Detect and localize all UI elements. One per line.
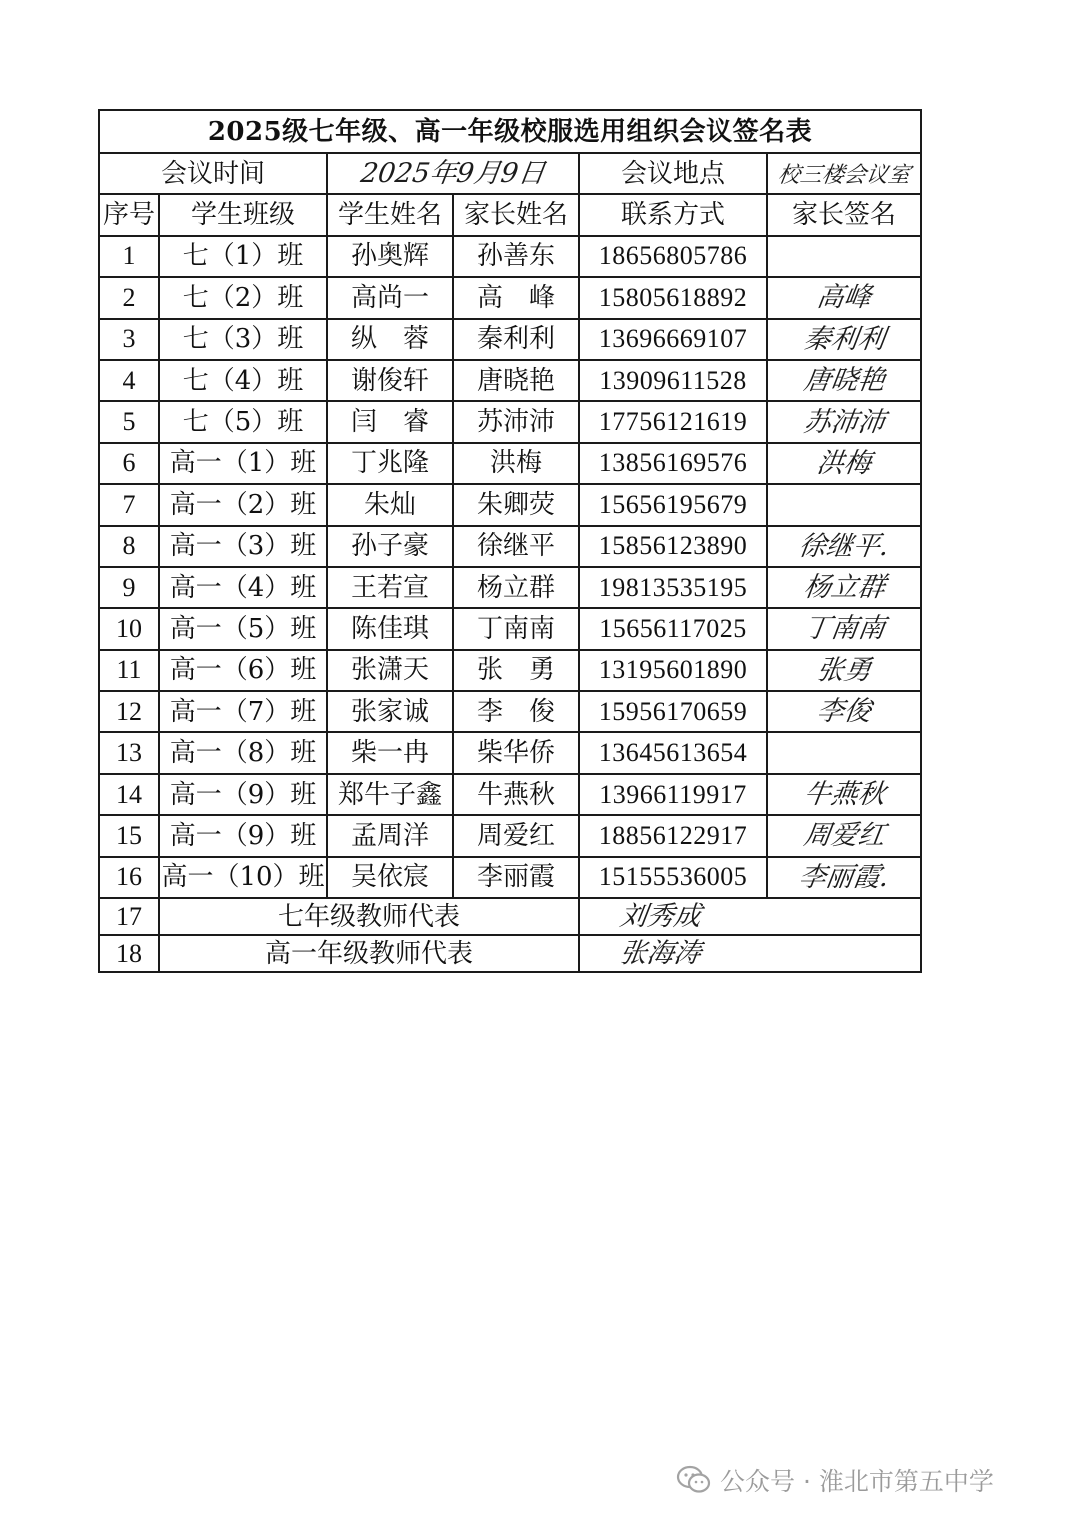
meeting-place-value: 校三楼会议室 [767, 153, 921, 194]
student-class: 高一（2）班 [159, 484, 327, 525]
signature-handwriting: 唐晓艳 [801, 365, 887, 397]
parent-signature [767, 691, 921, 732]
parent-signature [767, 401, 921, 442]
signature-handwriting: 牛燕秋 [801, 779, 887, 811]
parent-signature [767, 650, 921, 691]
row-number: 7 [99, 484, 159, 525]
signature-handwriting: 杨立群 [801, 572, 887, 604]
contact-phone: 13696669107 [579, 319, 767, 360]
student-class: 高一（8）班 [159, 732, 327, 773]
row-number: 17 [99, 898, 159, 935]
student-name: 孙子豪 [327, 526, 453, 567]
student-name: 孟周洋 [327, 815, 453, 856]
student-class: 高一（6）班 [159, 650, 327, 691]
teacher-row [99, 935, 921, 972]
signature-handwriting: 张海涛 [617, 938, 704, 970]
table-row [99, 732, 921, 773]
parent-signature [767, 360, 921, 401]
row-number: 10 [99, 608, 159, 649]
parent-name: 孙善东 [453, 236, 579, 277]
student-name: 郑牛子鑫 [327, 774, 453, 815]
row-number: 9 [99, 567, 159, 608]
parent-name: 秦利利 [453, 319, 579, 360]
parent-signature [767, 774, 921, 815]
student-name: 孙奥辉 [327, 236, 453, 277]
signature-handwriting: 苏沛沛 [801, 406, 887, 438]
contact-phone: 19813535195 [579, 567, 767, 608]
student-class: 高一（3）班 [159, 526, 327, 567]
contact-phone: 17756121619 [579, 401, 767, 442]
parent-name: 柴华侨 [453, 732, 579, 773]
parent-signature [767, 484, 921, 525]
contact-phone: 13856169576 [579, 443, 767, 484]
contact-phone: 13909611528 [579, 360, 767, 401]
parent-signature [767, 857, 921, 898]
watermark [676, 1462, 994, 1498]
row-number: 16 [99, 857, 159, 898]
student-class: 七（2）班 [159, 277, 327, 318]
student-name: 朱灿 [327, 484, 453, 525]
meeting-info-row [99, 153, 921, 194]
row-number: 6 [99, 443, 159, 484]
table-row [99, 608, 921, 649]
signature-handwriting: 刘秀成 [617, 901, 704, 933]
contact-phone: 18656805786 [579, 236, 767, 277]
teacher-signature [579, 935, 921, 972]
contact-phone: 15856123890 [579, 526, 767, 567]
student-class: 高一（10）班 [159, 857, 327, 898]
student-name: 闫 睿 [327, 401, 453, 442]
parent-name: 牛燕秋 [453, 774, 579, 815]
contact-phone: 13645613654 [579, 732, 767, 773]
row-number: 18 [99, 935, 159, 972]
contact-phone: 15956170659 [579, 691, 767, 732]
parent-signature [767, 319, 921, 360]
student-class: 高一（5）班 [159, 608, 327, 649]
wechat-icon [676, 1465, 712, 1495]
table-title: 2025级七年级、高一年级校服选用组织会议签名表 [99, 110, 921, 153]
meeting-time-value: 2025年9月9日 [327, 153, 579, 194]
contact-phone: 15155536005 [579, 857, 767, 898]
header-cell-no: 序号 [99, 194, 159, 235]
teacher-row [99, 898, 921, 935]
parent-name: 朱卿荧 [453, 484, 579, 525]
contact-phone: 18856122917 [579, 815, 767, 856]
parent-name: 唐晓艳 [453, 360, 579, 401]
parent-signature [767, 443, 921, 484]
student-name: 吴依宸 [327, 857, 453, 898]
parent-name: 丁南南 [453, 608, 579, 649]
student-class: 七（3）班 [159, 319, 327, 360]
teacher-signature [579, 898, 921, 935]
teacher-label: 七年级教师代表 [159, 898, 579, 935]
sign-in-table [98, 109, 922, 973]
row-number: 15 [99, 815, 159, 856]
student-name: 张潇天 [327, 650, 453, 691]
student-class: 七（5）班 [159, 401, 327, 442]
table-row [99, 774, 921, 815]
row-number: 11 [99, 650, 159, 691]
parent-signature [767, 236, 921, 277]
student-name: 纵 蓉 [327, 319, 453, 360]
row-number: 3 [99, 319, 159, 360]
student-name: 陈佳琪 [327, 608, 453, 649]
contact-phone: 13966119917 [579, 774, 767, 815]
parent-signature [767, 608, 921, 649]
signature-handwriting: 张勇 [814, 654, 874, 686]
table-row [99, 401, 921, 442]
meeting-time-label: 会议时间 [99, 153, 327, 194]
parent-signature [767, 277, 921, 318]
parent-name: 杨立群 [453, 567, 579, 608]
parent-signature [767, 567, 921, 608]
student-class: 高一（9）班 [159, 815, 327, 856]
parent-name: 苏沛沛 [453, 401, 579, 442]
student-class: 七（4）班 [159, 360, 327, 401]
parent-name: 洪梅 [453, 443, 579, 484]
watermark-text: 公众号 · 淮北市第五中学 [720, 1467, 994, 1496]
parent-name: 周爱红 [453, 815, 579, 856]
row-number: 13 [99, 732, 159, 773]
header-cell-class: 学生班级 [159, 194, 327, 235]
row-number: 14 [99, 774, 159, 815]
signature-handwriting: 高峰 [814, 282, 874, 314]
parent-signature [767, 526, 921, 567]
student-class: 高一（4）班 [159, 567, 327, 608]
table-row [99, 484, 921, 525]
row-number: 1 [99, 236, 159, 277]
contact-phone: 15805618892 [579, 277, 767, 318]
student-class: 高一（9）班 [159, 774, 327, 815]
parent-name: 李 俊 [453, 691, 579, 732]
table-row [99, 691, 921, 732]
table-row [99, 650, 921, 691]
header-cell-student: 学生姓名 [327, 194, 453, 235]
student-name: 高尚一 [327, 277, 453, 318]
table-row [99, 277, 921, 318]
meeting-place-label: 会议地点 [579, 153, 767, 194]
signature-handwriting: 李俊 [814, 696, 874, 728]
row-number: 2 [99, 277, 159, 318]
parent-signature [767, 815, 921, 856]
title-row [99, 110, 921, 153]
student-name: 丁兆隆 [327, 443, 453, 484]
row-number: 5 [99, 401, 159, 442]
student-class: 高一（1）班 [159, 443, 327, 484]
parent-name: 张 勇 [453, 650, 579, 691]
student-name: 王若宣 [327, 567, 453, 608]
table-row [99, 815, 921, 856]
signature-handwriting: 秦利利 [801, 323, 887, 355]
student-name: 张家诚 [327, 691, 453, 732]
table-row [99, 857, 921, 898]
signature-handwriting: 徐继平. [797, 530, 891, 562]
contact-phone: 15656117025 [579, 608, 767, 649]
student-class: 高一（7）班 [159, 691, 327, 732]
table-row [99, 236, 921, 277]
student-class: 七（1）班 [159, 236, 327, 277]
signature-handwriting: 洪梅 [814, 447, 874, 479]
row-number: 4 [99, 360, 159, 401]
signature-handwriting: 丁南南 [801, 613, 887, 645]
header-cell-parent: 家长姓名 [453, 194, 579, 235]
student-name: 谢俊轩 [327, 360, 453, 401]
signature-handwriting: 周爱红 [801, 820, 887, 852]
table-row [99, 319, 921, 360]
row-number: 8 [99, 526, 159, 567]
parent-signature [767, 732, 921, 773]
contact-phone: 15656195679 [579, 484, 767, 525]
contact-phone: 13195601890 [579, 650, 767, 691]
header-cell-signature: 家长签名 [767, 194, 921, 235]
parent-name: 徐继平 [453, 526, 579, 567]
student-name: 柴一冉 [327, 732, 453, 773]
signature-handwriting: 李丽霞. [797, 861, 891, 893]
parent-name: 高 峰 [453, 277, 579, 318]
row-number: 12 [99, 691, 159, 732]
teacher-label: 高一年级教师代表 [159, 935, 579, 972]
table-row [99, 526, 921, 567]
header-cell-phone: 联系方式 [579, 194, 767, 235]
table-row [99, 567, 921, 608]
table-row [99, 360, 921, 401]
parent-name: 李丽霞 [453, 857, 579, 898]
header-row [99, 194, 921, 235]
table-row [99, 443, 921, 484]
